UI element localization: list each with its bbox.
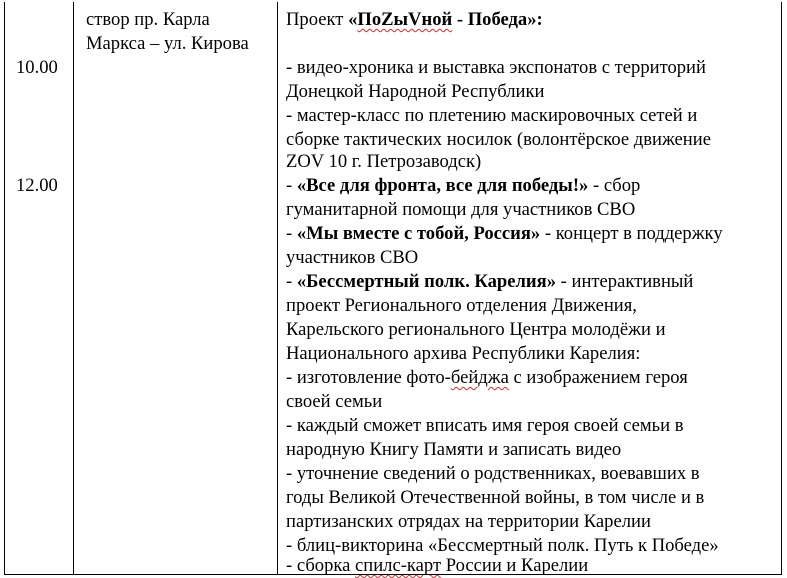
item-badge-line-2: своей семьи <box>286 391 383 412</box>
item-dash: - <box>286 175 297 196</box>
item-dash: - <box>286 223 297 244</box>
item-regiment-line: проект Регионального отделения Движения, <box>286 295 637 316</box>
item-badge-word: бейджа <box>450 367 509 388</box>
heading-prefix: Проект <box>286 9 349 30</box>
item-front-title: «Все для фронта, все для победы!» <box>296 175 589 196</box>
item-regiment <box>286 270 693 294</box>
program-line: - видео-хроника и выставка экспонатов с территорий <box>286 57 706 78</box>
heading-brand: ПоZыVной <box>357 9 453 30</box>
program-line: - мастер-класс по плетению маскировочных сетей и <box>286 105 698 126</box>
location-line-2: Маркса – ул. Кирова <box>86 33 249 54</box>
program-line: партизанских отрядах на территории Карелии <box>286 511 651 532</box>
item-badge-a: - изготовление фото- <box>286 367 451 388</box>
column-divider-time <box>73 2 74 575</box>
item-regiment-line: Национального архива Республики Карелия: <box>286 343 641 364</box>
column-divider-place <box>277 2 278 575</box>
item-cards-a: - сборка <box>286 555 356 576</box>
program-line: годы Великой Отечественной войны, в том числе и в <box>286 487 705 508</box>
heading-rest: - Победа»: <box>452 9 543 30</box>
item-front-rest: - сбор <box>588 175 641 196</box>
time-start: 10.00 <box>16 57 58 78</box>
item-russia-line-2: участников СВО <box>286 247 419 268</box>
item-russia-title: «Мы вместе с тобой, Россия» <box>296 223 541 244</box>
program-line: - уточнение сведений о родственниках, воевавших в <box>286 463 700 484</box>
item-russia-rest: - концерт в поддержку <box>540 223 723 244</box>
program-line: - блиц-викторина «Бессмертный полк. Путь к Победе» <box>286 535 719 556</box>
program-line: сборке тактических носилок (волонтёрское движение <box>286 129 711 150</box>
program-heading <box>286 8 543 32</box>
item-front <box>286 174 640 198</box>
item-badge <box>286 366 688 390</box>
program-line: ZOV 10 г. Петрозаводск) <box>286 151 482 172</box>
item-cards-word: спилс-карт <box>355 555 442 576</box>
item-russia <box>286 222 723 246</box>
item-cards <box>286 554 588 578</box>
location-line-1: створ пр. Карла <box>86 9 210 30</box>
program-line: народную Книгу Памяти и записать видео <box>286 439 622 460</box>
item-regiment-rest: - интерактивный <box>556 271 694 292</box>
item-regiment-line: Карельского регионального Центра молодёжи и <box>286 319 666 340</box>
program-line: - каждый сможет вписать имя героя своей семьи в <box>286 415 684 436</box>
item-badge-b: с изображением героя <box>508 367 688 388</box>
item-cards-b: России и Карелии <box>441 555 589 576</box>
heading-quote: « <box>348 9 358 30</box>
program-line: Донецкой Народной Республики <box>286 81 545 102</box>
time-second: 12.00 <box>16 175 58 196</box>
item-regiment-title: «Бессмертный полк. Карелия» <box>296 271 556 292</box>
item-dash: - <box>286 271 297 292</box>
item-front-line-2: гуманитарной помощи для участников СВО <box>286 199 636 220</box>
